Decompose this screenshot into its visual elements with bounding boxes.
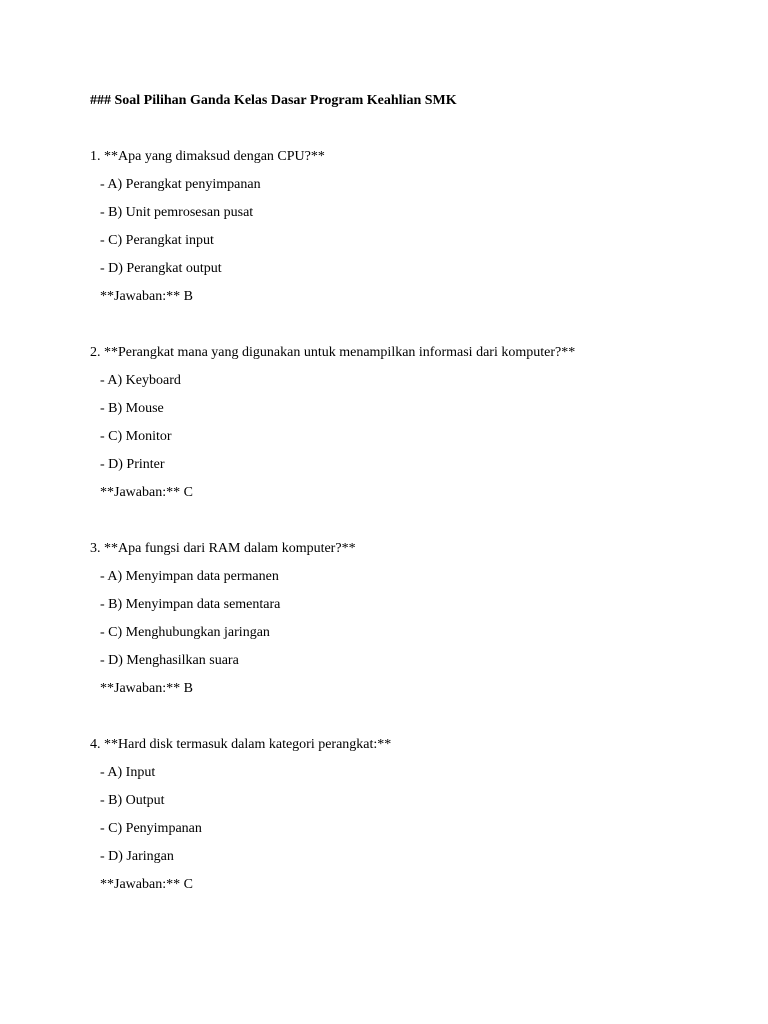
question-text: 3. **Apa fungsi dari RAM dalam komputer?**: [90, 541, 356, 556]
question-text: 2. **Perangkat mana yang digunakan untuk menampilkan informasi dari komputer?**: [90, 345, 576, 360]
question-1: [90, 148, 730, 316]
option-b: - B) Output: [100, 793, 165, 808]
option-c: - C) Penyimpanan: [100, 821, 202, 836]
option-d: - D) Menghasilkan suara: [100, 653, 239, 668]
option-c: - C) Monitor: [100, 429, 172, 444]
option-c: - C) Menghubungkan jaringan: [100, 625, 270, 640]
answer-line: **Jawaban:** C: [100, 877, 193, 892]
option-b: - B) Menyimpan data sementara: [100, 597, 281, 612]
option-a: - A) Input: [100, 765, 156, 780]
option-c: - C) Perangkat input: [100, 233, 214, 248]
option-b: - B) Mouse: [100, 401, 164, 416]
option-a: - A) Perangkat penyimpanan: [100, 177, 261, 192]
option-d: - D) Perangkat output: [100, 261, 222, 276]
option-b: - B) Unit pemrosesan pusat: [100, 205, 254, 220]
option-a: - A) Menyimpan data permanen: [100, 569, 279, 584]
option-a: - A) Keyboard: [100, 373, 181, 388]
document-title: ### Soal Pilihan Ganda Kelas Dasar Program Keahlian SMK: [90, 93, 457, 108]
question-text: 1. **Apa yang dimaksud dengan CPU?**: [90, 149, 325, 164]
question-text: 4. **Hard disk termasuk dalam kategori perangkat:**: [90, 737, 392, 752]
answer-line: **Jawaban:** B: [100, 289, 193, 304]
question-3: [90, 540, 730, 708]
question-4: [90, 736, 730, 904]
answer-line: **Jawaban:** C: [100, 485, 193, 500]
option-d: - D) Jaringan: [100, 849, 174, 864]
option-d: - D) Printer: [100, 457, 165, 472]
question-2: [90, 344, 730, 512]
answer-line: **Jawaban:** B: [100, 681, 193, 696]
